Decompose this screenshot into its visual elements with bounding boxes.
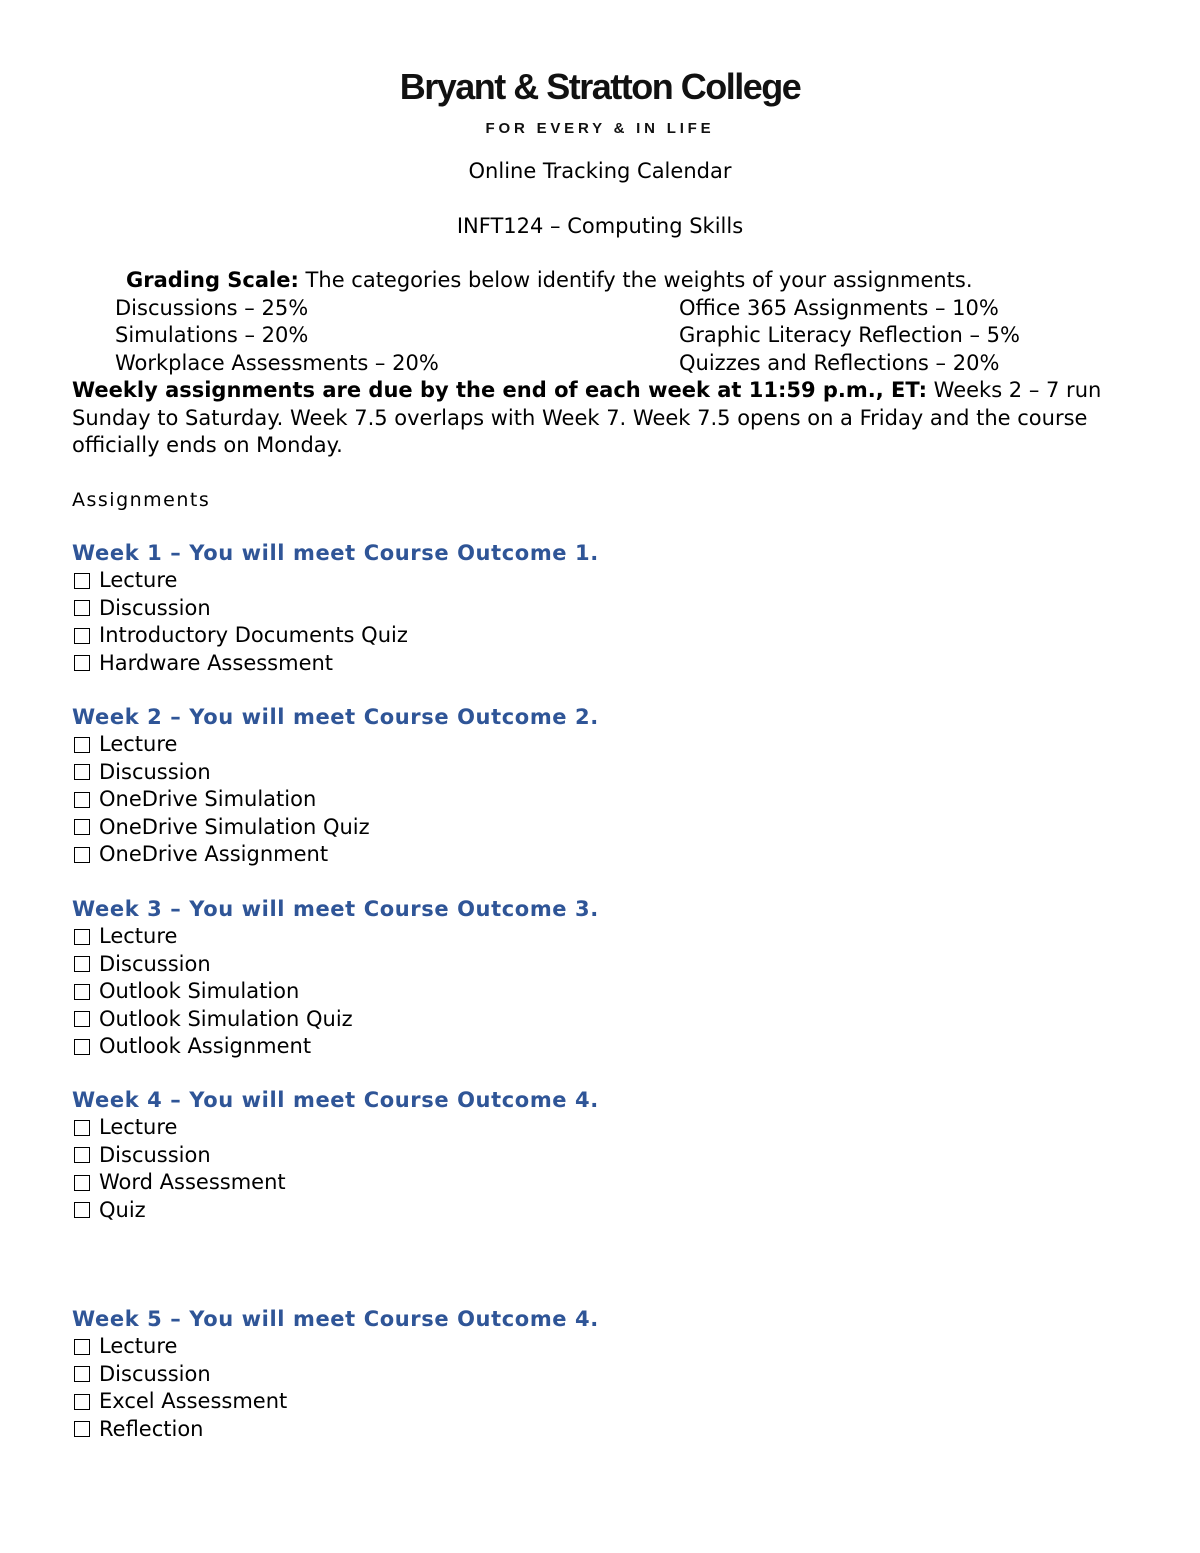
task-item[interactable] bbox=[72, 759, 1132, 787]
grading-intro bbox=[72, 267, 1132, 295]
task-item[interactable] bbox=[72, 1006, 1132, 1034]
college-name: Bryant & Stratton College bbox=[399, 66, 801, 107]
checkbox-icon[interactable] bbox=[74, 1394, 90, 1410]
checkbox-icon[interactable] bbox=[74, 573, 90, 589]
task-label: Discussion bbox=[99, 1361, 211, 1386]
week-3-section bbox=[72, 895, 1132, 1061]
college-tagline: FOR EVERY & IN LIFE bbox=[485, 120, 715, 137]
grading-weights bbox=[72, 295, 1132, 378]
task-list bbox=[72, 1333, 1132, 1443]
task-label: Lecture bbox=[99, 568, 178, 592]
task-item[interactable] bbox=[72, 951, 1132, 979]
task-item[interactable] bbox=[72, 841, 1132, 869]
grading-intro-text: The categories below identify the weights of your assignments. bbox=[298, 268, 973, 292]
checkbox-icon[interactable] bbox=[74, 1011, 90, 1027]
task-label: Lecture bbox=[99, 732, 178, 756]
task-label: Quiz bbox=[99, 1197, 146, 1222]
document-title: Online Tracking Calendar bbox=[468, 159, 732, 183]
task-item[interactable] bbox=[72, 814, 1132, 842]
checkbox-icon[interactable] bbox=[74, 600, 90, 616]
checkbox-icon[interactable] bbox=[74, 1366, 90, 1382]
task-item[interactable] bbox=[72, 1361, 1132, 1389]
week-2-section bbox=[72, 703, 1132, 869]
task-label: Lecture bbox=[99, 924, 178, 948]
task-label: Word Assessment bbox=[99, 1170, 286, 1194]
checkbox-icon[interactable] bbox=[74, 984, 90, 1000]
task-label: Hardware Assessment bbox=[99, 650, 334, 675]
task-label: OneDrive Assignment bbox=[99, 842, 329, 866]
grading-weight-item: Office 365 Assignments – 10% bbox=[679, 295, 999, 320]
grading-scale bbox=[72, 267, 1132, 377]
task-label: Outlook Simulation bbox=[99, 979, 300, 1003]
due-date-bold: Weekly assignments are due by the end of each week at 11:59 p.m., ET: bbox=[72, 378, 927, 402]
checkbox-icon[interactable] bbox=[74, 655, 90, 671]
checkbox-icon[interactable] bbox=[74, 956, 90, 972]
task-label: Discussion bbox=[99, 595, 211, 620]
task-item[interactable] bbox=[72, 786, 1132, 814]
week-5-section bbox=[72, 1305, 1132, 1443]
grading-weight-item: Quizzes and Reflections – 20% bbox=[679, 350, 1000, 375]
checkbox-icon[interactable] bbox=[74, 1202, 90, 1218]
checkbox-icon[interactable] bbox=[74, 764, 90, 780]
task-item[interactable] bbox=[72, 1416, 1132, 1444]
task-list bbox=[72, 567, 1132, 677]
task-label: Outlook Assignment bbox=[99, 1034, 312, 1058]
task-label: Discussion bbox=[99, 1142, 211, 1167]
checkbox-icon[interactable] bbox=[74, 1175, 90, 1191]
checkbox-icon[interactable] bbox=[74, 1339, 90, 1355]
week-1-section bbox=[72, 539, 1132, 677]
task-label: Discussion bbox=[99, 759, 211, 784]
task-list bbox=[72, 731, 1132, 869]
grading-weight-item: Discussions – 25% bbox=[115, 295, 309, 320]
checkbox-icon[interactable] bbox=[74, 1147, 90, 1163]
checkbox-icon[interactable] bbox=[74, 628, 90, 644]
checkbox-icon[interactable] bbox=[74, 819, 90, 835]
week-heading: Week 2 – You will meet Course Outcome 2. bbox=[72, 705, 599, 729]
week-heading: Week 3 – You will meet Course Outcome 3. bbox=[72, 897, 599, 921]
task-item[interactable] bbox=[72, 567, 1132, 595]
checkbox-icon[interactable] bbox=[74, 1039, 90, 1055]
due-date-note bbox=[72, 377, 1132, 460]
grading-label: Grading Scale: bbox=[126, 268, 299, 292]
task-item[interactable] bbox=[72, 1142, 1132, 1170]
grading-weight-item: Graphic Literacy Reflection – 5% bbox=[679, 323, 1020, 347]
week-4-section bbox=[72, 1086, 1132, 1224]
course-title: INFT124 – Computing Skills bbox=[456, 214, 744, 238]
checkbox-icon[interactable] bbox=[74, 737, 90, 753]
task-label: Discussion bbox=[99, 951, 211, 976]
checkbox-icon[interactable] bbox=[74, 1421, 90, 1437]
task-item[interactable] bbox=[72, 595, 1132, 623]
checkbox-icon[interactable] bbox=[74, 929, 90, 945]
task-item[interactable] bbox=[72, 1169, 1132, 1197]
assignments-label: Assignments bbox=[72, 489, 211, 511]
task-item[interactable] bbox=[72, 1197, 1132, 1225]
task-item[interactable] bbox=[72, 978, 1132, 1006]
task-item[interactable] bbox=[72, 1033, 1132, 1061]
task-label: Reflection bbox=[99, 1416, 204, 1441]
task-list bbox=[72, 1114, 1132, 1224]
task-item[interactable] bbox=[72, 1388, 1132, 1416]
week-heading: Week 1 – You will meet Course Outcome 1. bbox=[72, 541, 599, 565]
task-item[interactable] bbox=[72, 1114, 1132, 1142]
task-label: OneDrive Simulation Quiz bbox=[99, 814, 370, 839]
task-label: OneDrive Simulation bbox=[99, 787, 317, 811]
task-label: Lecture bbox=[99, 1115, 178, 1139]
task-label: Excel Assessment bbox=[99, 1389, 288, 1413]
grading-weight-item: Workplace Assessments – 20% bbox=[115, 350, 439, 375]
task-item[interactable] bbox=[72, 1333, 1132, 1361]
task-label: Lecture bbox=[99, 1334, 178, 1358]
week-heading: Week 4 – You will meet Course Outcome 4. bbox=[72, 1088, 599, 1112]
task-item[interactable] bbox=[72, 731, 1132, 759]
task-label: Introductory Documents Quiz bbox=[99, 623, 408, 647]
task-item[interactable] bbox=[72, 622, 1132, 650]
task-label: Outlook Simulation Quiz bbox=[99, 1006, 353, 1031]
week-heading: Week 5 – You will meet Course Outcome 4. bbox=[72, 1307, 599, 1331]
checkbox-icon[interactable] bbox=[74, 847, 90, 863]
task-item[interactable] bbox=[72, 923, 1132, 951]
task-item[interactable] bbox=[72, 650, 1132, 678]
due-date-text: Weeks 2 – 7 run Sunday to Saturday. Week 7.5 overlaps with Week 7. Week 7.5 opens on a Friday and the course officially ends on Monday. bbox=[72, 378, 1102, 457]
task-list bbox=[72, 923, 1132, 1061]
college-logo bbox=[0, 66, 1200, 137]
checkbox-icon[interactable] bbox=[74, 1120, 90, 1136]
checkbox-icon[interactable] bbox=[74, 792, 90, 808]
grading-weight-item: Simulations – 20% bbox=[115, 323, 309, 347]
